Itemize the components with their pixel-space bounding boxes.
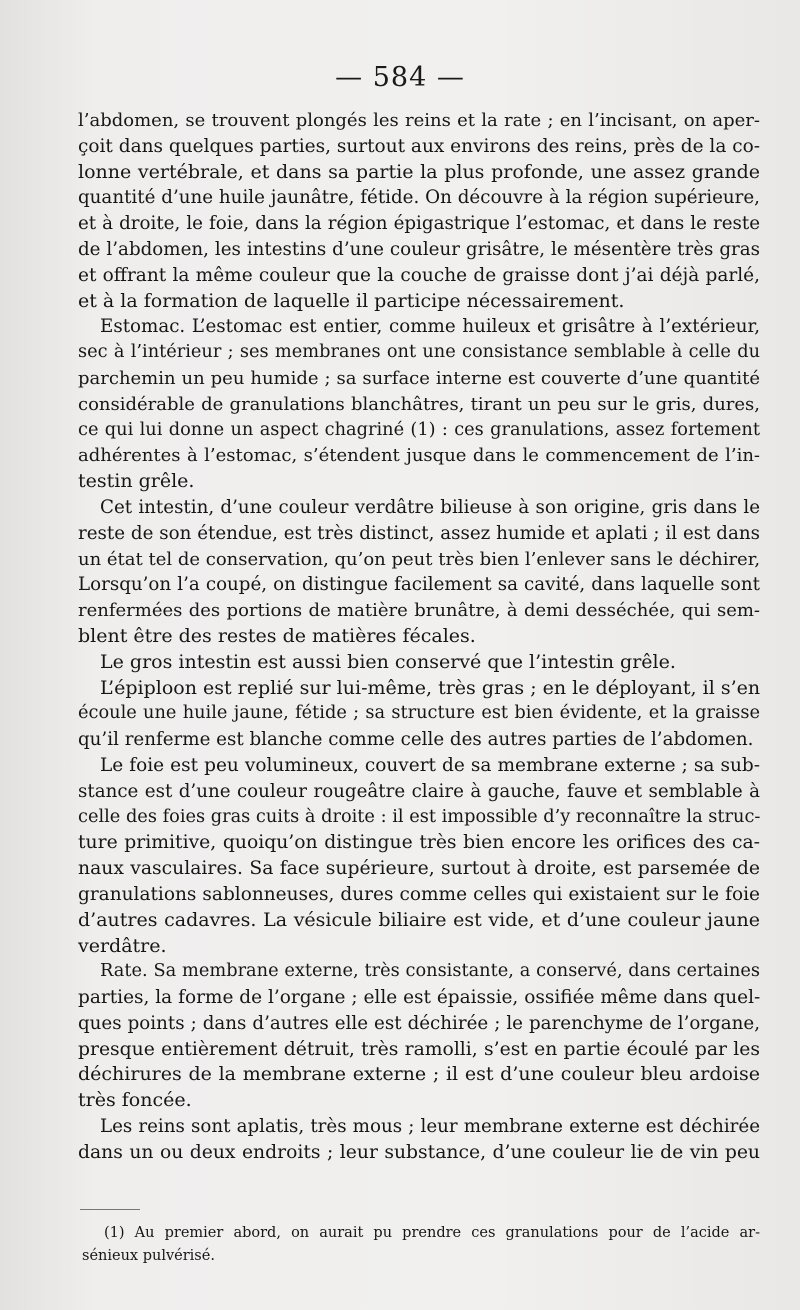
text-line: naux vasculaires. Sa face supérieure, surtout à droite, est parsemée de xyxy=(78,858,760,880)
text-line: lonne vertébrale, et dans sa partie la plus profonde, une assez grande xyxy=(78,160,760,183)
text-line: Lorsqu’on l’a coupé, on distingue facilement sa cavité, dans laquelle sont xyxy=(78,574,760,596)
footnote-line: (1) Au premier abord, on aurait pu prendre ces granulations pour de l’acide ar- xyxy=(104,1225,760,1241)
text-line: celle des foies gras cuits à droite : il est impossible d’y reconnaître la struc- xyxy=(78,806,761,827)
text-line: granulations sablonneuses, dures comme celles qui existaient sur le foie xyxy=(78,883,760,905)
text-line: verdâtre. xyxy=(78,934,167,957)
text-line: et à la formation de laquelle il participe nécessairement. xyxy=(78,289,625,312)
text-line: et à droite, le foie, dans la région épigastrique l’estomac, et dans le reste xyxy=(78,213,760,235)
text-line: parties, la forme de l’organe ; elle est épaissie, ossifiée même dans quel- xyxy=(78,987,761,1009)
text-line: Le gros intestin est aussi bien conservé que l’intestin grêle. xyxy=(100,650,676,673)
text-line: parchemin un peu humide ; sa surface interne est couverte d’une quantité xyxy=(78,367,760,389)
text-line: sec à l’intérieur ; ses membranes ont une consistance semblable à celle du xyxy=(78,342,760,363)
text-line: çoit dans quelques parties, surtout aux environs des reins, près de la co- xyxy=(78,135,760,157)
text-line: Estomac. L’estomac est entier, comme huileux et grisâtre à l’extérieur, xyxy=(100,316,760,338)
text-line: dans un ou deux endroits ; leur substance, d’une couleur lie de vin peu xyxy=(78,1141,760,1163)
footnote-rule xyxy=(80,1209,140,1210)
text-line: blent être des restes de matières fécales. xyxy=(78,624,476,647)
text-line: reste de son étendue, est très distinct, assez humide et aplati ; il est dans xyxy=(78,522,760,544)
text-line: ques points ; dans d’autres elle est déchirée ; le parenchyme de l’organe, xyxy=(78,1012,760,1034)
text-line: adhérentes à l’estomac, s’étendent jusque dans le commencement de l’in- xyxy=(78,445,760,467)
text-line: déchirures de la membrane externe ; il est d’une couleur bleu ardoise xyxy=(78,1063,760,1086)
text-line: et offrant la même couleur que la couche de graisse dont j’ai déjà parlé, xyxy=(78,264,760,286)
body-text xyxy=(78,108,760,1166)
text-line: qu’il renferme est blanche comme celle des autres parties de l’abdomen. xyxy=(78,729,754,751)
text-line: ce qui lui donne un aspect chagriné (1) : ces granulations, assez fortement xyxy=(78,419,760,440)
text-line: considérable de granulations blanchâtres, tirant un peu sur le gris, dures, xyxy=(78,393,760,415)
text-line: L’épiploon est replié sur lui-même, très gras ; en le déployant, il s’en xyxy=(100,676,761,699)
text-line: un état tel de conservation, qu’on peut très bien l’enlever sans le déchirer, xyxy=(78,548,761,570)
text-line: renfermées des portions de matière brunâtre, à demi desséchée, qui sem- xyxy=(78,600,760,622)
footnote xyxy=(82,1222,760,1268)
text-line: Le foie est peu volumineux, couvert de sa membrane externe ; sa sub- xyxy=(100,754,760,776)
text-line: très foncée. xyxy=(78,1089,192,1112)
text-line: d’autres cadavres. La vésicule biliaire est vide, et d’une couleur jaune xyxy=(78,908,760,931)
text-line: quantité d’une huile jaunâtre, fétide. On découvre à la région supérieure, xyxy=(78,187,760,209)
page-number: — 584 — xyxy=(335,62,465,93)
text-line: presque entièrement détruit, très ramolli, s’est en partie écoulé par les xyxy=(78,1038,760,1060)
text-line: testin grêle. xyxy=(78,470,195,493)
text-line: ture primitive, quoiqu’on distingue très bien encore les orifices des ca- xyxy=(78,832,760,854)
text-line: l’abdomen, se trouvent plongés les reins et la rate ; en l’incisant, on aper- xyxy=(78,110,760,131)
text-line: de l’abdomen, les intestins d’une couleur grisâtre, le mésentère très gras xyxy=(78,238,760,260)
footnote-line: sénieux pulvérisé. xyxy=(82,1248,215,1264)
text-line: stance est d’une couleur rougeâtre claire à gauche, fauve et semblable à xyxy=(78,780,760,802)
text-line: écoule une huile jaune, fétide ; sa structure est bien évidente, et la graisse xyxy=(78,703,760,724)
text-line: Les reins sont aplatis, très mous ; leur membrane externe est déchirée xyxy=(100,1116,760,1138)
text-line: Cet intestin, d’une couleur verdâtre bilieuse à son origine, gris dans le xyxy=(100,496,760,518)
text-line: Rate. Sa membrane externe, très consistante, a conservé, dans certaines xyxy=(100,961,760,982)
